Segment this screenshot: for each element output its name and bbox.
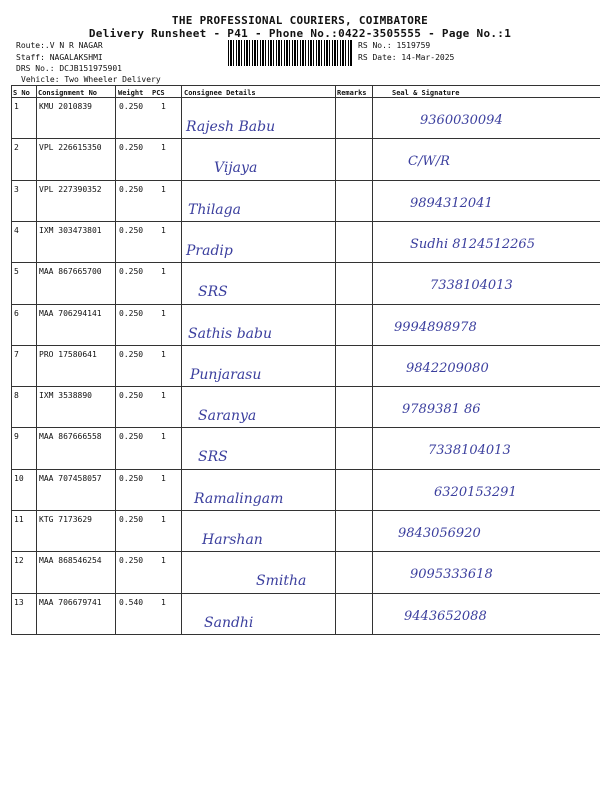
cell-consignment-no: VPL 226615350 <box>39 143 102 152</box>
cell-consignment-no: MAA 867665700 <box>39 267 102 276</box>
handwritten-signature: 7338104013 <box>428 443 511 458</box>
row-divider <box>11 345 600 346</box>
handwritten-signature: 9842209080 <box>406 361 489 376</box>
col-header-sno: S No <box>13 89 30 97</box>
handwritten-signature: 9443652088 <box>404 609 487 624</box>
table-header-line <box>11 97 600 98</box>
cell-consignment-no: VPL 227390352 <box>39 185 102 194</box>
handwritten-consignee: Punjarasu <box>190 367 262 383</box>
cell-consignment-no: MAA 706679741 <box>39 598 102 607</box>
cell-sno: 8 <box>14 391 19 400</box>
cell-weight: 0.250 <box>119 474 144 483</box>
row-divider <box>11 304 600 305</box>
handwritten-signature: Sudhi 8124512265 <box>410 237 535 252</box>
table-bottom-line <box>11 634 600 635</box>
col-header-pcs: PCS <box>152 89 165 97</box>
cell-weight: 0.250 <box>119 391 144 400</box>
col-header-consignment: Consignment No <box>38 89 98 97</box>
cell-pcs: 1 <box>161 556 166 565</box>
cell-pcs: 1 <box>161 515 166 524</box>
handwritten-consignee: Vijaya <box>214 160 258 176</box>
cell-pcs: 1 <box>161 226 166 235</box>
cell-pcs: 1 <box>161 350 166 359</box>
cell-consignment-no: MAA 868546254 <box>39 556 102 565</box>
handwritten-consignee: Saranya <box>198 408 257 424</box>
cell-sno: 5 <box>14 267 19 276</box>
col-divider <box>372 85 373 635</box>
cell-weight: 0.250 <box>119 143 144 152</box>
cell-pcs: 1 <box>161 474 166 483</box>
cell-pcs: 1 <box>161 267 166 276</box>
handwritten-consignee: Ramalingam <box>194 491 284 507</box>
drs-label: DRS No.: DCJB151975901 <box>16 64 122 73</box>
col-divider <box>115 85 116 635</box>
route-label: Route:.V N R NAGAR <box>16 41 103 50</box>
col-header-consignee: Consignee Details <box>184 89 256 97</box>
cell-pcs: 1 <box>161 143 166 152</box>
handwritten-consignee: Smitha <box>256 573 307 589</box>
cell-pcs: 1 <box>161 432 166 441</box>
cell-weight: 0.250 <box>119 267 144 276</box>
cell-sno: 7 <box>14 350 19 359</box>
row-divider <box>11 262 600 263</box>
cell-consignment-no: KTG 7173629 <box>39 515 92 524</box>
runsheet-subtitle: Delivery Runsheet - P41 - Phone No.:0422-3505555 - Page No.:1 <box>88 27 512 40</box>
col-divider <box>11 85 12 635</box>
barcode <box>228 40 352 66</box>
cell-sno: 6 <box>14 309 19 318</box>
handwritten-signature: 7338104013 <box>430 278 513 293</box>
cell-weight: 0.250 <box>119 556 144 565</box>
cell-pcs: 1 <box>161 598 166 607</box>
handwritten-consignee: Rajesh Babu <box>186 119 276 135</box>
rs-number: RS No.: 1519759 <box>358 41 431 50</box>
handwritten-signature: 9789381 86 <box>402 402 481 417</box>
handwritten-consignee: Thilaga <box>188 202 241 218</box>
row-divider <box>11 138 600 139</box>
cell-sno: 9 <box>14 432 19 441</box>
cell-pcs: 1 <box>161 309 166 318</box>
handwritten-consignee: Harshan <box>202 532 263 548</box>
col-header-weight: Weight <box>118 89 144 97</box>
cell-pcs: 1 <box>161 102 166 111</box>
cell-weight: 0.250 <box>119 350 144 359</box>
col-divider <box>335 85 336 635</box>
row-divider <box>11 510 600 511</box>
cell-sno: 11 <box>14 515 24 524</box>
cell-pcs: 1 <box>161 391 166 400</box>
handwritten-signature: C/W/R <box>408 154 450 169</box>
cell-consignment-no: KMU 2010839 <box>39 102 92 111</box>
handwritten-signature: 9994898978 <box>394 320 477 335</box>
cell-consignment-no: MAA 706294141 <box>39 309 102 318</box>
handwritten-signature: 9360030094 <box>420 113 503 128</box>
handwritten-consignee: Pradip <box>186 243 233 259</box>
cell-sno: 3 <box>14 185 19 194</box>
cell-consignment-no: PRO 17580641 <box>39 350 97 359</box>
handwritten-consignee: Sandhi <box>204 615 254 631</box>
vehicle-label: Vehicle: Two Wheeler Delivery <box>21 75 161 84</box>
handwritten-consignee: Sathis babu <box>188 326 272 342</box>
cell-sno: 10 <box>14 474 24 483</box>
row-divider <box>11 221 600 222</box>
cell-consignment-no: MAA 707458057 <box>39 474 102 483</box>
col-divider <box>36 85 37 635</box>
handwritten-signature: 9843056920 <box>398 526 481 541</box>
handwritten-signature: 9894312041 <box>410 196 493 211</box>
row-divider <box>11 551 600 552</box>
company-title: THE PROFESSIONAL COURIERS, COIMBATORE <box>171 14 429 27</box>
cell-sno: 1 <box>14 102 19 111</box>
col-divider <box>181 85 182 635</box>
handwritten-consignee: SRS <box>198 284 228 300</box>
cell-weight: 0.250 <box>119 515 144 524</box>
row-divider <box>11 427 600 428</box>
col-header-remarks: Remarks <box>337 89 367 97</box>
cell-weight: 0.250 <box>119 185 144 194</box>
row-divider <box>11 593 600 594</box>
cell-consignment-no: MAA 867666558 <box>39 432 102 441</box>
table-top-line <box>11 85 600 86</box>
cell-sno: 2 <box>14 143 19 152</box>
cell-sno: 13 <box>14 598 24 607</box>
cell-sno: 4 <box>14 226 19 235</box>
row-divider <box>11 469 600 470</box>
cell-weight: 0.250 <box>119 432 144 441</box>
cell-weight: 0.250 <box>119 226 144 235</box>
cell-consignment-no: IXM 3538890 <box>39 391 92 400</box>
col-header-signature: Seal & Signature <box>392 89 460 97</box>
cell-weight: 0.540 <box>119 598 144 607</box>
cell-pcs: 1 <box>161 185 166 194</box>
row-divider <box>11 180 600 181</box>
cell-sno: 12 <box>14 556 24 565</box>
handwritten-signature: 9095333618 <box>410 567 493 582</box>
cell-consignment-no: IXM 303473801 <box>39 226 102 235</box>
staff-label: Staff: NAGALAKSHMI <box>16 53 103 62</box>
row-divider <box>11 386 600 387</box>
cell-weight: 0.250 <box>119 309 144 318</box>
handwritten-consignee: SRS <box>198 449 228 465</box>
handwritten-signature: 6320153291 <box>434 485 517 500</box>
rs-date: RS Date: 14-Mar-2025 <box>358 53 455 62</box>
cell-weight: 0.250 <box>119 102 144 111</box>
